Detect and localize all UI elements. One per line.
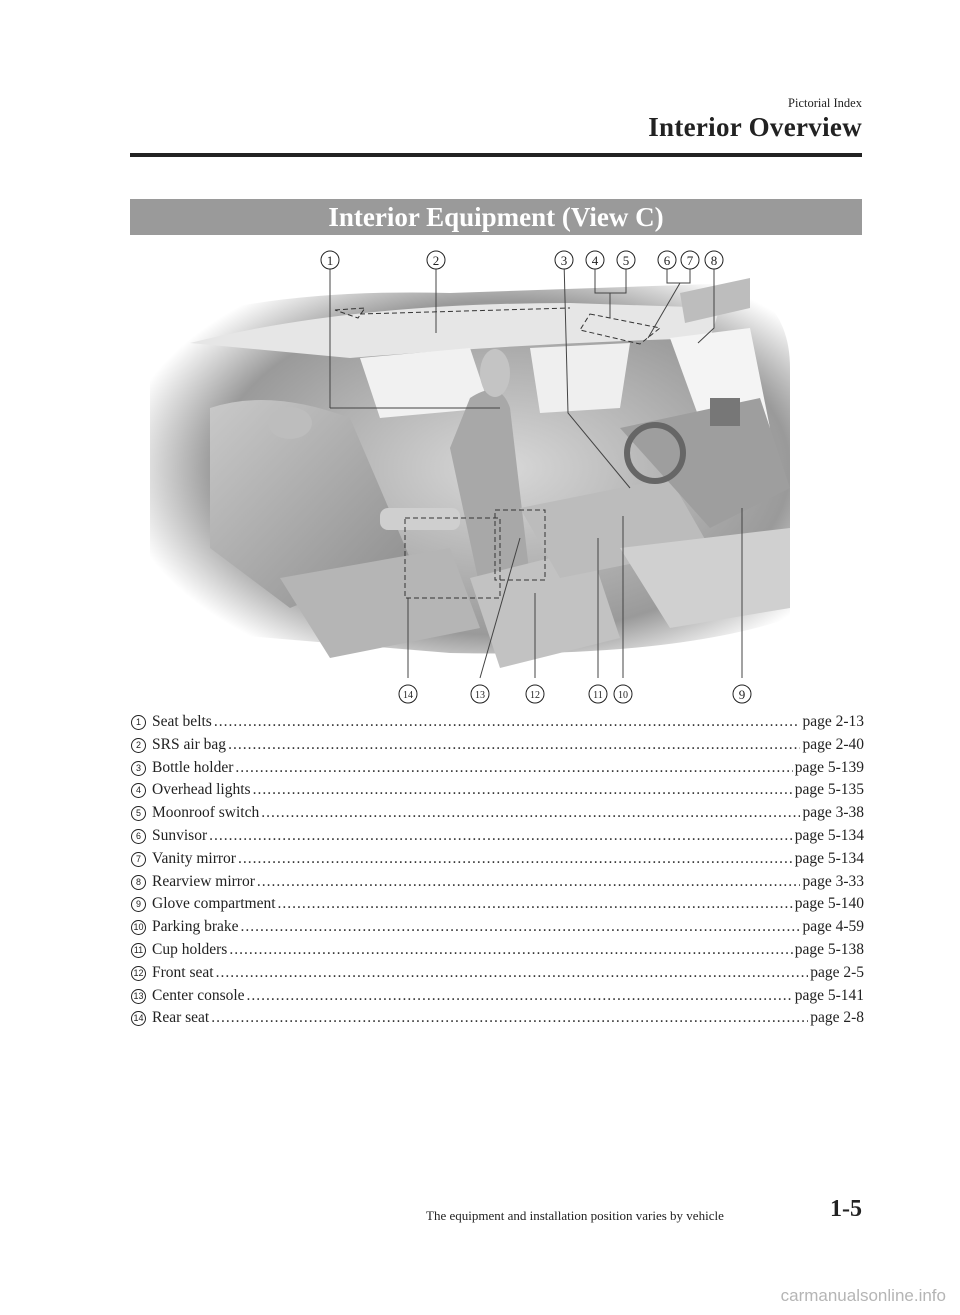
section-label: Pictorial Index: [788, 96, 862, 110]
callout-11: [589, 685, 607, 703]
list-item: [131, 987, 864, 1010]
item-label: Rearview mirror: [152, 872, 255, 890]
list-item: [131, 941, 864, 964]
item-number: 12: [131, 966, 146, 981]
page-ref: page 2-40: [802, 735, 864, 753]
callout-6: [658, 251, 676, 269]
rear-armrest: [380, 508, 460, 530]
svg-text:13: 13: [475, 690, 485, 701]
callout-13: [471, 685, 489, 703]
list-item: [131, 713, 864, 736]
page-ref: page 5-134: [794, 826, 864, 844]
page-ref: page 5-141: [794, 986, 864, 1004]
list-item: [131, 759, 864, 782]
svg-text:11: 11: [593, 690, 603, 701]
page-ref: page 5-139: [794, 758, 864, 776]
page-ref: page 3-33: [802, 872, 864, 890]
svg-text:9: 9: [738, 687, 746, 702]
item-number: 7: [131, 852, 146, 867]
svg-text:5: 5: [622, 253, 630, 268]
item-label: Bottle holder: [152, 758, 234, 776]
svg-text:7: 7: [686, 253, 694, 268]
callout-4: [586, 251, 604, 269]
list-item: [131, 918, 864, 941]
page-ref: page 5-140: [794, 895, 864, 913]
item-label: Sunvisor: [152, 826, 208, 844]
page-ref: page 2-5: [810, 963, 864, 981]
callout-1: [321, 251, 339, 269]
item-label: Parking brake: [152, 918, 239, 936]
callout-8: [705, 251, 723, 269]
page-title: Interior Overview: [648, 112, 862, 142]
callout-7: [681, 251, 699, 269]
item-label: Moonroof switch: [152, 804, 260, 822]
item-number: 5: [131, 806, 146, 821]
page-ref: page 3-38: [802, 804, 864, 822]
item-label: Overhead lights: [152, 781, 251, 799]
svg-text:8: 8: [710, 253, 718, 268]
callout-5: [617, 251, 635, 269]
item-label: Glove compartment: [152, 895, 276, 913]
item-label: Seat belts: [152, 713, 212, 730]
item-number: 9: [131, 897, 146, 912]
item-number: 2: [131, 738, 146, 753]
front-headrest: [480, 349, 510, 397]
list-item: [131, 964, 864, 987]
svg-text:14: 14: [403, 690, 413, 701]
page-ref: page 5-138: [794, 940, 864, 958]
callout-9: [733, 685, 751, 703]
svg-text:3: 3: [560, 253, 568, 268]
list-item: [131, 895, 864, 918]
page-ref: page 4-59: [802, 918, 864, 936]
item-number: 4: [131, 783, 146, 798]
item-label: Center console: [152, 986, 245, 1004]
item-label: Vanity mirror: [152, 849, 236, 867]
list-item: [131, 1009, 864, 1032]
item-number: 10: [131, 920, 146, 935]
svg-text:1: 1: [326, 253, 334, 268]
interior-illustration: [150, 248, 800, 708]
item-number: 13: [131, 989, 146, 1004]
item-label: Rear seat: [152, 1009, 210, 1027]
front-window: [530, 343, 630, 413]
list-item: [131, 827, 864, 850]
svg-text:6: 6: [663, 253, 671, 268]
item-label: Front seat: [152, 963, 214, 981]
page-ref: page 5-135: [794, 781, 864, 799]
item-number: 6: [131, 829, 146, 844]
title-rule: [130, 153, 862, 157]
page-ref: page 2-8: [810, 1009, 864, 1027]
page-ref: page 2-13: [802, 713, 864, 730]
list-item: [131, 736, 864, 759]
item-number: 1: [131, 715, 146, 730]
item-number: 14: [131, 1011, 146, 1026]
page-ref: page 5-134: [794, 849, 864, 867]
svg-text:12: 12: [530, 690, 540, 701]
list-item: [131, 850, 864, 873]
callout-12: [526, 685, 544, 703]
svg-text:4: 4: [591, 253, 599, 268]
equipment-list: [131, 713, 864, 1032]
list-item: [131, 873, 864, 896]
callout-14: [399, 685, 417, 703]
svg-text:2: 2: [432, 253, 440, 268]
callout-3: [555, 251, 573, 269]
section-banner: Interior Equipment (View C): [130, 199, 862, 235]
list-item: [131, 781, 864, 804]
item-label: SRS air bag: [152, 735, 227, 753]
center-display: [710, 398, 740, 426]
svg-text:10: 10: [618, 690, 628, 701]
footer-note: The equipment and installation position varies by vehicle: [426, 1208, 724, 1223]
watermark: carmanualsonline.info: [780, 1286, 946, 1305]
item-number: 11: [131, 943, 146, 958]
rear-headrest: [268, 407, 312, 439]
list-item: [131, 804, 864, 827]
page-number: 1-5: [830, 1196, 862, 1222]
item-number: 3: [131, 761, 146, 776]
item-number: 8: [131, 875, 146, 890]
callout-10: [614, 685, 632, 703]
item-label: Cup holders: [152, 940, 228, 958]
callout-2: [427, 251, 445, 269]
